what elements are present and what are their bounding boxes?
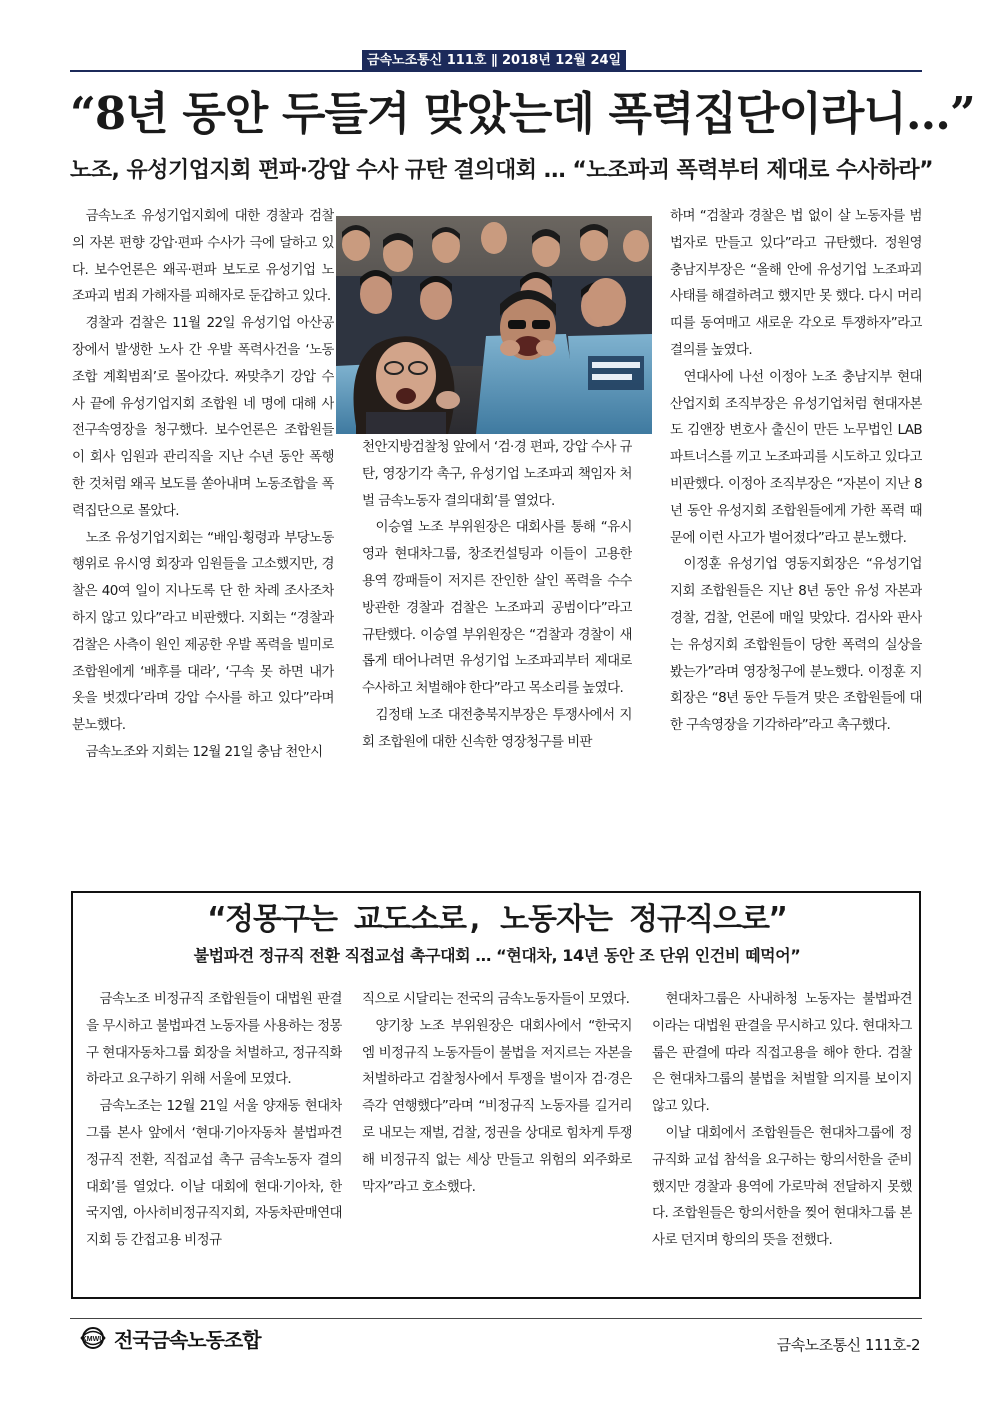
article1-subheadline: 노조, 유성기업지회 편파·강압 수사 규탄 결의대회 … “노조파괴 폭력부터 제대로 수사하라” <box>70 158 934 183</box>
article1-column-1 <box>72 203 334 883</box>
article2-column-1 <box>86 986 342 1296</box>
paragraph: 금속노조 비정규직 조합원들이 대법원 판결을 무시하고 불법파견 노동자를 사용하는 정몽구 현대자동차그룹 회장을 처벌하고, 정규직화 하라고 요구하기 위해 서울에 모였다. <box>86 991 342 1088</box>
union-emblem-icon <box>78 1327 108 1349</box>
paragraph: 금속노조와 지회는 12월 21일 충남 천안시 <box>85 743 323 760</box>
paragraph: 김정태 노조 대전충북지부장은 투쟁사에서 지회 조합원에 대한 신속한 영장청구를 비판 <box>362 706 632 750</box>
paragraph: 금속노조는 12월 21일 서울 양재동 현대차그룹 본사 앞에서 ‘현대·기아자동차 불법파견 정규직 전환, 직접교섭 촉구 금속노동자 결의대회’를 열었다. 이날 대회에 현대·기아차, 한국지엠, 아사히비정규직지회, 자동차판매연대지회 등 간접고용 비정규 <box>86 1098 342 1249</box>
article2-column-2 <box>362 986 632 1296</box>
paragraph: 이정훈 유성기업 영동지회장은 “유성기업지회 조합원들은 지난 8년 동안 유성 자본과 경찰, 검찰, 언론에 매일 맞았다. 검사와 판사는 유성지회 조합원들이 당한 폭력의 실상을 봤는가”라며 영장청구에 분노했다. 이정훈 지회장은 “8년 동안 두들겨 맞은 조합원들에 대한 구속영장을 기각하라”라고 촉구했다. <box>670 556 922 734</box>
paragraph: 이승열 노조 부위원장은 대회사를 통해 “유시영과 현대차그룹, 창조컨설팅과 이들이 고용한 용역 깡패들이 저지른 잔인한 살인 폭력을 수수방관한 경찰과 검찰은 노조파괴 공범이다”라고 규탄했다. 이승열 부위원장은 “검찰과 경찰이 새롭게 태어나려면 유성기업 노조파괴부터 제대로 수사하고 처벌해야 한다”라고 목소리를 높였다. <box>362 519 632 697</box>
article1-headline: “8년 동안 두들겨 맞았는데 폭력집단이라니…” <box>70 87 975 140</box>
article1-column-2 <box>362 434 632 884</box>
paragraph: 양기창 노조 부위원장은 대회사에서 “한국지엠 비정규직 노동자들이 불법을 저지르는 자본을 처벌하라고 검찰청사에서 투쟁을 벌이자 검·경은 즉각 연행했다”라며 “비정규직 노동자를 길거리로 내모는 재벌, 검찰, 정권을 상대로 힘차게 투쟁해 비정규직 없는 세상 만들고 위험의 외주화로 막자”라고 호소했다. <box>362 1017 632 1195</box>
footer-rule <box>70 1318 922 1319</box>
paragraph: 이날 대회에서 조합원들은 현대차그룹에 정규직화 교섭 참석을 요구하는 항의서한을 준비했지만 경찰과 용역에 가로막혀 전달하지 못했다. 조합원들은 항의서한을 찢어 현대차그룹 본사로 던지며 항의의 뜻을 전했다. <box>652 1124 912 1249</box>
paragraph: 하며 “검찰과 경찰은 법 없이 살 노동자를 범법자로 만들고 있다”라고 규탄했다. 정원영 충남지부장은 “올해 안에 유성기업 노조파괴 사태를 해결하려고 했지만 못 했다. 다시 머리띠를 동여매고 새로운 각오로 투쟁하자”라고 결의를 높였다. <box>670 208 922 358</box>
article1-column-3 <box>670 203 922 883</box>
article2-column-3 <box>652 986 912 1296</box>
page-number: 금속노조통신 111호-2 <box>776 1336 920 1354</box>
union-logo <box>78 1326 261 1350</box>
org-name: 전국금속노동조합 <box>114 1327 261 1352</box>
article2-subheadline: 불법파견 정규직 전환 직접교섭 촉구대회 … “현대차, 14년 동안 조 단위 인건비 떼먹어” <box>193 946 801 965</box>
svg-text:KMWU: KMWU <box>81 1336 105 1343</box>
issue-date-banner: 금속노조통신 111호 ∥ 2018년 12월 24일 <box>362 50 626 72</box>
paragraph: 연대사에 나선 이정아 노조 충남지부 현대산업지회 조직부장은 유성기업처럼 현대자본도 김앤장 변호사 출신이 만든 노무법인 LAB파트너스를 끼고 노조파괴를 시도하고 있다고 비판했다. 이정아 조직부장은 “자본이 지난 8년 동안 유성지회 조합원들에게 가한 폭력 때문에 이런 사고가 벌어졌다”라고 분노했다. <box>670 368 922 546</box>
paragraph: 천안지방검찰청 앞에서 ‘검·경 편파, 강압 수사 규탄, 영장기각 촉구, 유성기업 노조파괴 책임자 처벌 금속노동자 결의대회’를 열었다. <box>362 439 632 509</box>
paragraph: 현대차그룹은 사내하청 노동자는 불법파견이라는 대법원 판결을 무시하고 있다. 현대차그룹은 판결에 따라 직접고용을 해야 한다. 검찰은 현대차그룹의 불법을 처벌할 의지를 보이지 않고 있다. <box>652 991 912 1115</box>
paragraph: 금속노조 유성기업지회에 대한 경찰과 검찰의 자본 편향 강압·편파 수사가 극에 달하고 있다. 보수언론은 왜곡·편파 보도로 유성기업 노조파괴 범죄 가해자를 피해자로 둔갑하고 있다. <box>72 208 334 305</box>
paragraph: 경찰과 검찰은 11월 22일 유성기업 아산공장에서 발생한 노사 간 우발 폭력사건을 ‘노동조합 계획범죄’로 몰아갔다. 짜맞추기 강압 수사 끝에 유성기업지회 조합원 네 명에 대해 사전구속영장을 청구했다. 보수언론은 조합원들이 회사 임원과 관리직을 지난 수년 동안 폭행한 것처럼 왜곡 보도를 쏟아내며 노동조합을 폭력집단으로 몰았다. <box>72 315 334 519</box>
rally-photo-image <box>336 216 652 434</box>
paragraph: 노조 유성기업지회는 “배임·횡령과 부당노동행위로 유시영 회장과 임원들을 고소했지만, 경찰은 40여 일이 지나도록 단 한 차례 조사조차 하지 않고 있다”라고 비판했다. 지회는 “경찰과 검찰은 사측이 원인 제공한 우발 폭력을 빌미로 조합원에게 ‘배후를 대라’, ‘구속 못 하면 내가 옷을 벗겠다’라며 강압 수사를 하고 있다”라며 분노했다. <box>72 529 334 734</box>
article2-headline: “정몽구는 교도소로, 노동자는 정규직으로” <box>207 902 787 937</box>
paragraph: 직으로 시달리는 전국의 금속노동자들이 모였다. <box>362 991 630 1007</box>
rally-photo <box>336 216 652 434</box>
